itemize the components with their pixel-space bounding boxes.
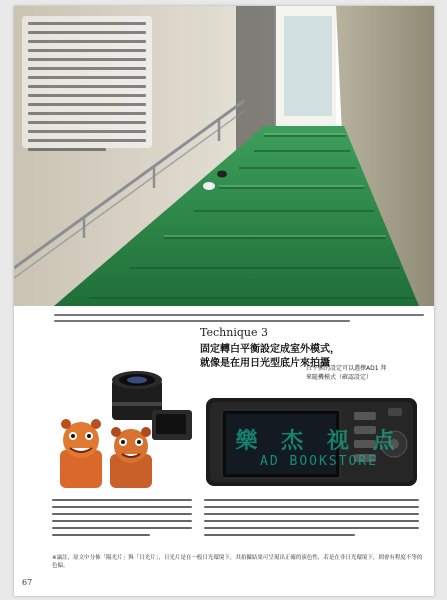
- watermark-chinese: 樂 杰 视 点: [235, 429, 403, 454]
- text-line: [28, 130, 146, 133]
- camera-back-photo: [204, 394, 419, 489]
- technique-title-line-1: 固定轉白平衡設定成室外模式，: [200, 344, 340, 355]
- watermark-english: AD BOOKSTORE: [260, 454, 378, 469]
- caption-line: [54, 320, 350, 322]
- camera-caption: [306, 364, 422, 382]
- technique-title-line-2: 就像是在用日光型底片來拍攝: [200, 358, 330, 369]
- text-line: [28, 40, 146, 43]
- body-text-left: [52, 494, 192, 536]
- photo-caption: [54, 310, 424, 322]
- camera-caption-line-1: 白平衡的設定可以選擇AD1 拜: [306, 365, 387, 372]
- text-line: [28, 76, 146, 79]
- text-line: [52, 499, 192, 501]
- text-line: [52, 513, 192, 515]
- text-line: [52, 527, 192, 529]
- lion-statues-photo: [52, 362, 192, 492]
- text-line: [28, 94, 146, 97]
- text-line: [28, 49, 146, 52]
- text-line: [52, 534, 150, 536]
- lion-statues-illustration: [52, 362, 192, 492]
- text-line: [204, 527, 419, 529]
- text-line: [204, 506, 419, 508]
- text-line: [28, 121, 146, 124]
- text-line: [28, 139, 146, 142]
- text-line: [28, 112, 146, 115]
- camera-illustration: [204, 394, 419, 489]
- text-line: [28, 148, 106, 151]
- text-line: [28, 103, 146, 106]
- body-text-right: [204, 494, 419, 536]
- text-line: [28, 31, 146, 34]
- text-line: [28, 85, 146, 88]
- footnote: [52, 554, 424, 570]
- text-line: [204, 534, 355, 536]
- intro-text-box: [22, 16, 152, 148]
- caption-line: [54, 314, 424, 316]
- text-line: [28, 67, 146, 70]
- page-number: 67: [22, 578, 33, 587]
- text-line: [28, 58, 146, 61]
- footnote-text: ※論註，原文中分佈「陽光片」與「日光片」，日光片是在一般日光環境下，其拍攝結果可呈現出正確的演色性，若是在非日光環境下，則會有程度不等的色偏。: [52, 555, 423, 569]
- magazine-page: [14, 6, 434, 596]
- text-line: [204, 520, 419, 522]
- text-line: [204, 513, 419, 515]
- text-line: [204, 499, 419, 501]
- text-line: [52, 506, 192, 508]
- text-line: [28, 22, 146, 25]
- staircase-photo: [14, 6, 434, 306]
- text-line: [52, 520, 192, 522]
- technique-label: Technique 3: [200, 326, 268, 339]
- camera-caption-line-2: 來隨機模式（確認設定）: [306, 374, 373, 381]
